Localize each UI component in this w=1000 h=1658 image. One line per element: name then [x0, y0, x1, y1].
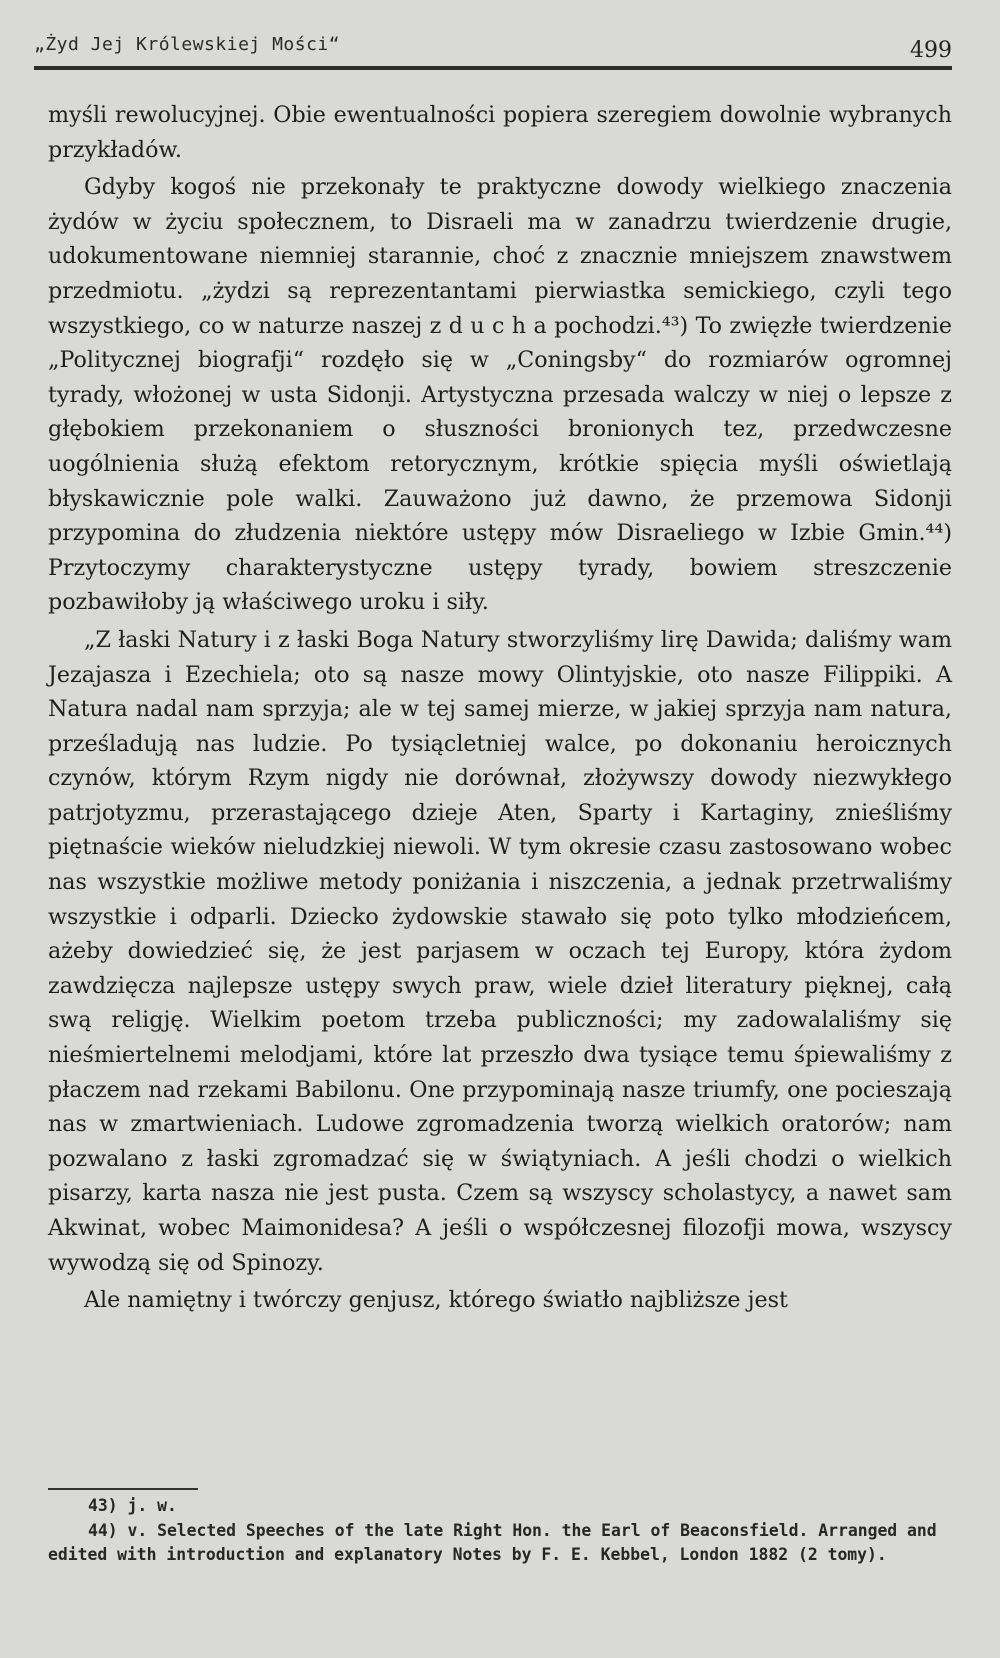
paragraph-2: Gdyby kogoś nie przekonały te praktyczne dowody wielkiego znaczenia żydów w życiu społecznem, to Disraeli ma w zanadrzu twierdzenie drugie, udokumentowane niemniej starannie, choć z znacznie mniejszem znawstwem przedmiotu. „żydzi są reprezentantami pierwiastka semickiego, czyli tego wszystkiego, co w naturze naszej z d u c h a pochodzi.⁴³) To zwięzłe twierdzenie „Politycznej biografji“ rozdęło się w „Coningsby“ do rozmiarów ogromnej tyrady, włożonej w usta Sidonji. Artystyczna przesada walczy w niej o lepsze z głębokiem przekonaniem o słuszności bronionych tez, przedwczesne uogólnienia służą efektom retorycznym, krótkie spięcia myśli oświetlają błyskawicznie pole walki. Zauważono już dawno, że przemowa Sidonji przypomina do złudzenia niektóre ustępy mów Disraeliego w Izbie Gmin.⁴⁴) Przytoczymy charakterystyczne ustępy tyrady, bowiem streszczenie pozbawiłoby ją właściwego uroku i siły. [48, 174, 952, 616]
footnotes [48, 1494, 952, 1568]
page-number: 499 [910, 38, 952, 63]
running-head [34, 28, 952, 68]
paragraph-1: myśli rewolucyjnej. Obie ewentualności popiera szeregiem dowolnie wybranych przykładów. [48, 102, 952, 163]
paragraph-4: Ale namiętny i twórczy genjusz, którego światło najbliższe jest [84, 1287, 788, 1314]
paragraph-3-quote: „Z łaski Natury i z łaski Boga Natury stworzyliśmy lirę Dawida; daliśmy wam Jezajasza i Ezechiela; oto są nasze mowy Olintyjskie, oto nasze Filippiki. A Natura nadal nam sprzyja; ale w tej samej mierze, w jakiej sprzyja nam natura, prześladują nas ludzie. Po tysiącletniej walce, po dokonaniu heroicznych czynów, którym Rzym nigdy nie dorównał, złożywszy dowody niezwykłego patrjotyzmu, przerastającego dzieje Aten, Sparty i Kartaginy, znieśliśmy piętnaście wieków nieludzkiej niewoli. W tym okresie czasu zastosowano wobec nas wszystkie możliwe metody poniżania i niszczenia, a jednak przetrwaliśmy wszystkie i odparli. Dziecko żydowskie stawało się poto tylko młodzieńcem, ażeby dowiedzieć się, że jest parjasem w oczach tej Europy, która żydom zawdzięcza najlepsze ustępy swych praw, wiele dzieł literatury pięknej, całą swą religję. Wielkim poetom trzeba publiczności; my zadowalaliśmy się nieśmiertelnemi melodjami, które lat przeszło dwa tysiące temu śpiewaliśmy z płaczem nad rzekami Babilonu. One przypominają nasze triumfy, one pocieszają nas w zmartwieniach. Ludowe zgromadzenia tworzą wielkich oratorów; nam pozwalano z łaski zgromadzać się w świątyniach. A jeśli chodzi o wielkich pisarzy, karta nasza nie jest pusta. Czem są wszyscy scholastycy, a nawet sam Akwinat, wobec Maimonidesa? A jeśli o współczesnej filozofji mowa, wszyscy wywodzą się od Spinozy. [48, 626, 952, 1276]
running-title: „Żyd Jej Królewskiej Mości“ [34, 34, 341, 55]
footnote-rule [48, 1488, 198, 1490]
header-rule [34, 66, 952, 70]
footnote-43: 43) j. w. [88, 1496, 177, 1515]
footnote-44: 44) v. Selected Speeches of the late Right Hon. the Earl of Beaconsfield. Arranged and edited with introduction and explanatory Notes by F. E. Kebbel, London 1882 (2 tomy). [48, 1520, 937, 1564]
main-text [48, 98, 952, 1318]
